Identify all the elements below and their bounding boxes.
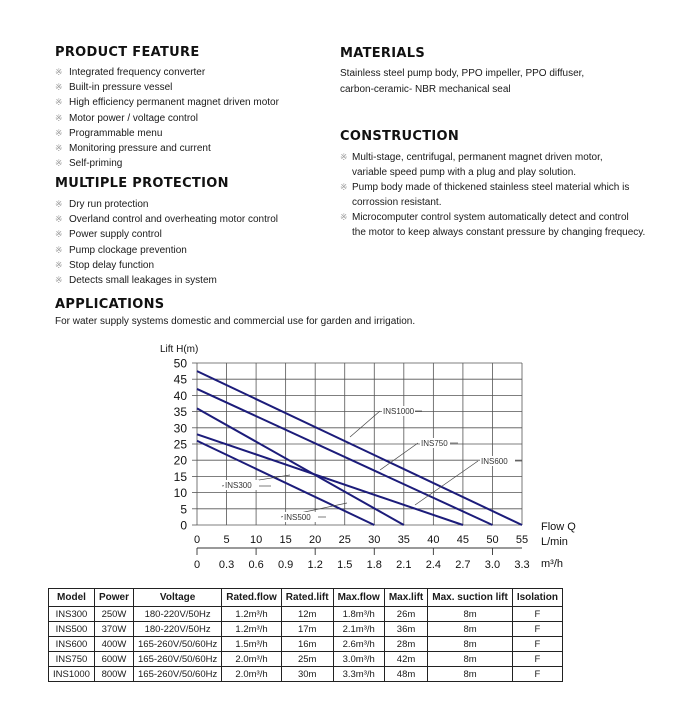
x2-tick-label: 0.6	[248, 559, 264, 571]
bullet-icon: ※	[55, 112, 63, 123]
column-header: Max.flow	[333, 589, 384, 607]
list-item-text: Pump clockage prevention	[69, 244, 187, 256]
table-cell: 42m	[384, 652, 427, 667]
table-cell: 2.1m³/h	[333, 622, 384, 637]
table-cell: 1.2m³/h	[222, 622, 282, 637]
table-cell: 28m	[384, 637, 427, 652]
column-header: Rated.flow	[222, 589, 282, 607]
bullet-icon: ※	[55, 229, 63, 240]
table-cell: 2.6m³/h	[333, 637, 384, 652]
table-cell: 180-220V/50Hz	[134, 622, 222, 637]
table-cell: 800W	[94, 667, 133, 682]
table-cell: F	[512, 652, 562, 667]
series-label-ins300: INS300	[225, 481, 252, 490]
column-header: Max. suction lift	[428, 589, 513, 607]
spec-table-header-row	[49, 589, 563, 607]
bullet-icon: ※	[55, 127, 63, 138]
list-item-text: Dry run protection	[69, 199, 149, 210]
table-row	[49, 637, 563, 652]
applications-text: For water supply systems domestic and commercial use for garden and irrigation.	[55, 316, 416, 327]
table-row	[49, 652, 563, 667]
materials-line: Stainless steel pump body, PPO impeller, PPO diffuser,	[340, 68, 585, 79]
y-tick-label: 25	[173, 437, 187, 452]
x2-tick-label: 0	[193, 559, 201, 571]
y-tick-label: 35	[173, 405, 187, 420]
x2-tick-label: 2.7	[455, 559, 471, 571]
x-tick-label: 55	[515, 534, 529, 546]
x-tick-label: 50	[486, 534, 499, 546]
x2-tick-label: 0.3	[218, 559, 235, 571]
table-cell: 8m	[428, 607, 513, 622]
bullet-icon: ※	[55, 97, 63, 108]
table-cell: F	[512, 667, 562, 682]
construction-heading: CONSTRUCTION	[340, 129, 460, 144]
y-tick-label: 30	[173, 421, 187, 436]
x-axis-unit-label: L/min	[541, 536, 568, 548]
construction-item-line: Pump body made of thickened stainless steel material which is	[352, 182, 630, 193]
series-label-ins500: INS500	[284, 513, 311, 522]
x-tick-label: 40	[427, 534, 440, 546]
list-item-text: Motor power / voltage control	[69, 112, 198, 124]
list-item-text: Programmable menu	[69, 127, 163, 139]
column-header: Isolation	[512, 589, 562, 607]
table-cell: INS500	[49, 622, 95, 637]
series-line-ins1000	[197, 371, 522, 525]
bullet-icon: ※	[55, 143, 63, 154]
list-item-text: Built-in pressure vessel	[69, 82, 173, 94]
list-item-text: High efficiency permanent magnet driven motor	[69, 97, 279, 109]
table-cell: 30m	[281, 667, 333, 682]
table-cell: 3.3m³/h	[333, 667, 384, 682]
table-cell: F	[512, 637, 562, 652]
table-cell: 165-260V/50/60Hz	[134, 652, 222, 667]
table-cell: INS1000	[49, 667, 95, 682]
x2-tick-label: 3.3	[514, 559, 530, 571]
bullet-icon: ※	[55, 67, 63, 77]
list-item-text: Detects small leakages in system	[69, 275, 217, 287]
series-line-ins500	[197, 408, 404, 525]
x2-tick-label: 1.5	[337, 559, 353, 571]
leader-line-ins600	[415, 461, 478, 505]
column-header: Voltage	[134, 589, 222, 607]
table-cell: 2.0m³/h	[222, 667, 282, 682]
y-tick-label: 15	[173, 469, 187, 484]
table-cell: 8m	[428, 667, 513, 682]
y-tick-label: 40	[173, 388, 187, 403]
table-cell: 165-260V/50/60Hz	[134, 667, 222, 682]
column-header: Model	[49, 589, 95, 607]
table-cell: 8m	[428, 652, 513, 667]
bullet-icon: ※	[340, 152, 348, 162]
series-label-ins750: INS750	[421, 439, 448, 448]
list-item-text: Self-priming	[69, 158, 123, 170]
table-cell: 8m	[428, 622, 513, 637]
column-header: Rated.lift	[281, 589, 333, 607]
x-tick-label: 25	[338, 534, 351, 546]
table-cell: INS600	[49, 637, 95, 652]
x-tick-label: 45	[456, 534, 470, 546]
x-tick-label: 35	[397, 534, 410, 546]
x-tick-label: 20	[309, 534, 322, 546]
construction-item-line: the motor to keep always constant pressure by changing frequecy.	[352, 227, 646, 238]
construction-item-line: corrossion resistant.	[352, 197, 442, 208]
list-item-text: Monitoring pressure and current	[69, 143, 211, 155]
x-tick-label: 30	[368, 534, 381, 546]
list-item-text: Integrated frequency converter	[69, 67, 206, 78]
table-cell: 600W	[94, 652, 133, 667]
table-cell: F	[512, 607, 562, 622]
table-cell: F	[512, 622, 562, 637]
table-cell: 400W	[94, 637, 133, 652]
construction-item-line: Microcomputer control system automatically detect and control	[352, 212, 629, 223]
x2-tick-label: 0.9	[277, 559, 294, 571]
y-tick-label: 50	[173, 356, 187, 371]
y-tick-label: 10	[173, 486, 187, 501]
table-cell: 48m	[384, 667, 427, 682]
bullet-icon: ※	[55, 259, 63, 270]
construction-item-line: Multi-stage, centrifugal, permanent magnet driven motor,	[352, 152, 603, 163]
bullet-icon: ※	[55, 158, 63, 169]
table-cell: 36m	[384, 622, 427, 637]
table-cell: INS750	[49, 652, 95, 667]
x-axis-label: Flow Q	[541, 521, 576, 533]
series-label-ins1000: INS1000	[383, 407, 415, 416]
construction-item-line: variable speed pump with a plug and play solution.	[352, 167, 577, 178]
spec-table	[48, 588, 563, 682]
table-row	[49, 667, 563, 682]
materials-heading: MATERIALS	[340, 46, 425, 61]
table-cell: 1.2m³/h	[222, 607, 282, 622]
multiple-protection-heading: MULTIPLE PROTECTION	[55, 176, 229, 191]
table-cell: 16m	[281, 637, 333, 652]
table-row	[49, 622, 563, 637]
table-cell: 8m	[428, 637, 513, 652]
bullet-icon: ※	[55, 199, 63, 209]
bullet-icon: ※	[340, 212, 348, 222]
table-cell: 26m	[384, 607, 427, 622]
x2-axis-label: m³/h	[541, 558, 563, 570]
y-tick-label: 0	[180, 518, 187, 533]
applications-heading: APPLICATIONS	[55, 297, 165, 312]
table-row	[49, 607, 563, 622]
x-tick-label: 5	[223, 534, 230, 546]
x2-tick-label: 1.2	[307, 559, 323, 571]
y-tick-label: 20	[173, 453, 187, 468]
bullet-icon: ※	[340, 182, 348, 192]
table-cell: 165-260V/50/60Hz	[134, 637, 222, 652]
x2-tick-label: 2.1	[396, 559, 412, 571]
x2-tick-label: 3.0	[484, 559, 501, 571]
table-cell: 17m	[281, 622, 333, 637]
series-label-ins600: INS600	[481, 457, 508, 466]
column-header: Max.lift	[384, 589, 427, 607]
list-item-text: Stop delay function	[69, 259, 155, 271]
list-item-text: Power supply control	[69, 229, 162, 241]
bullet-icon: ※	[55, 244, 63, 255]
bullet-icon: ※	[55, 82, 63, 93]
bullet-icon: ※	[55, 214, 63, 225]
x-tick-label: 10	[249, 534, 263, 546]
table-cell: 25m	[281, 652, 333, 667]
y-axis-label: Lift H(m)	[160, 344, 199, 355]
table-cell: 3.0m³/h	[333, 652, 384, 667]
table-cell: 2.0m³/h	[222, 652, 282, 667]
product-feature-heading: PRODUCT FEATURE	[55, 45, 200, 60]
x-tick-label: 0	[193, 534, 201, 546]
list-item-text: Overland control and overheating motor control	[69, 214, 279, 226]
x2-tick-label: 1.8	[366, 559, 382, 571]
leader-line-ins1000	[350, 411, 380, 437]
table-cell: INS300	[49, 607, 95, 622]
table-cell: 370W	[94, 622, 133, 637]
y-tick-label: 45	[173, 372, 187, 387]
y-tick-label: 5	[180, 502, 187, 517]
table-cell: 1.5m³/h	[222, 637, 282, 652]
table-cell: 250W	[94, 607, 133, 622]
column-header: Power	[94, 589, 133, 607]
table-cell: 12m	[281, 607, 333, 622]
x-tick-label: 15	[279, 534, 292, 546]
table-cell: 180-220V/50Hz	[134, 607, 222, 622]
x2-tick-label: 2.4	[425, 559, 442, 571]
materials-line: carbon-ceramic- NBR mechanical seal	[340, 84, 511, 95]
table-cell: 1.8m³/h	[333, 607, 384, 622]
bullet-icon: ※	[55, 275, 63, 286]
